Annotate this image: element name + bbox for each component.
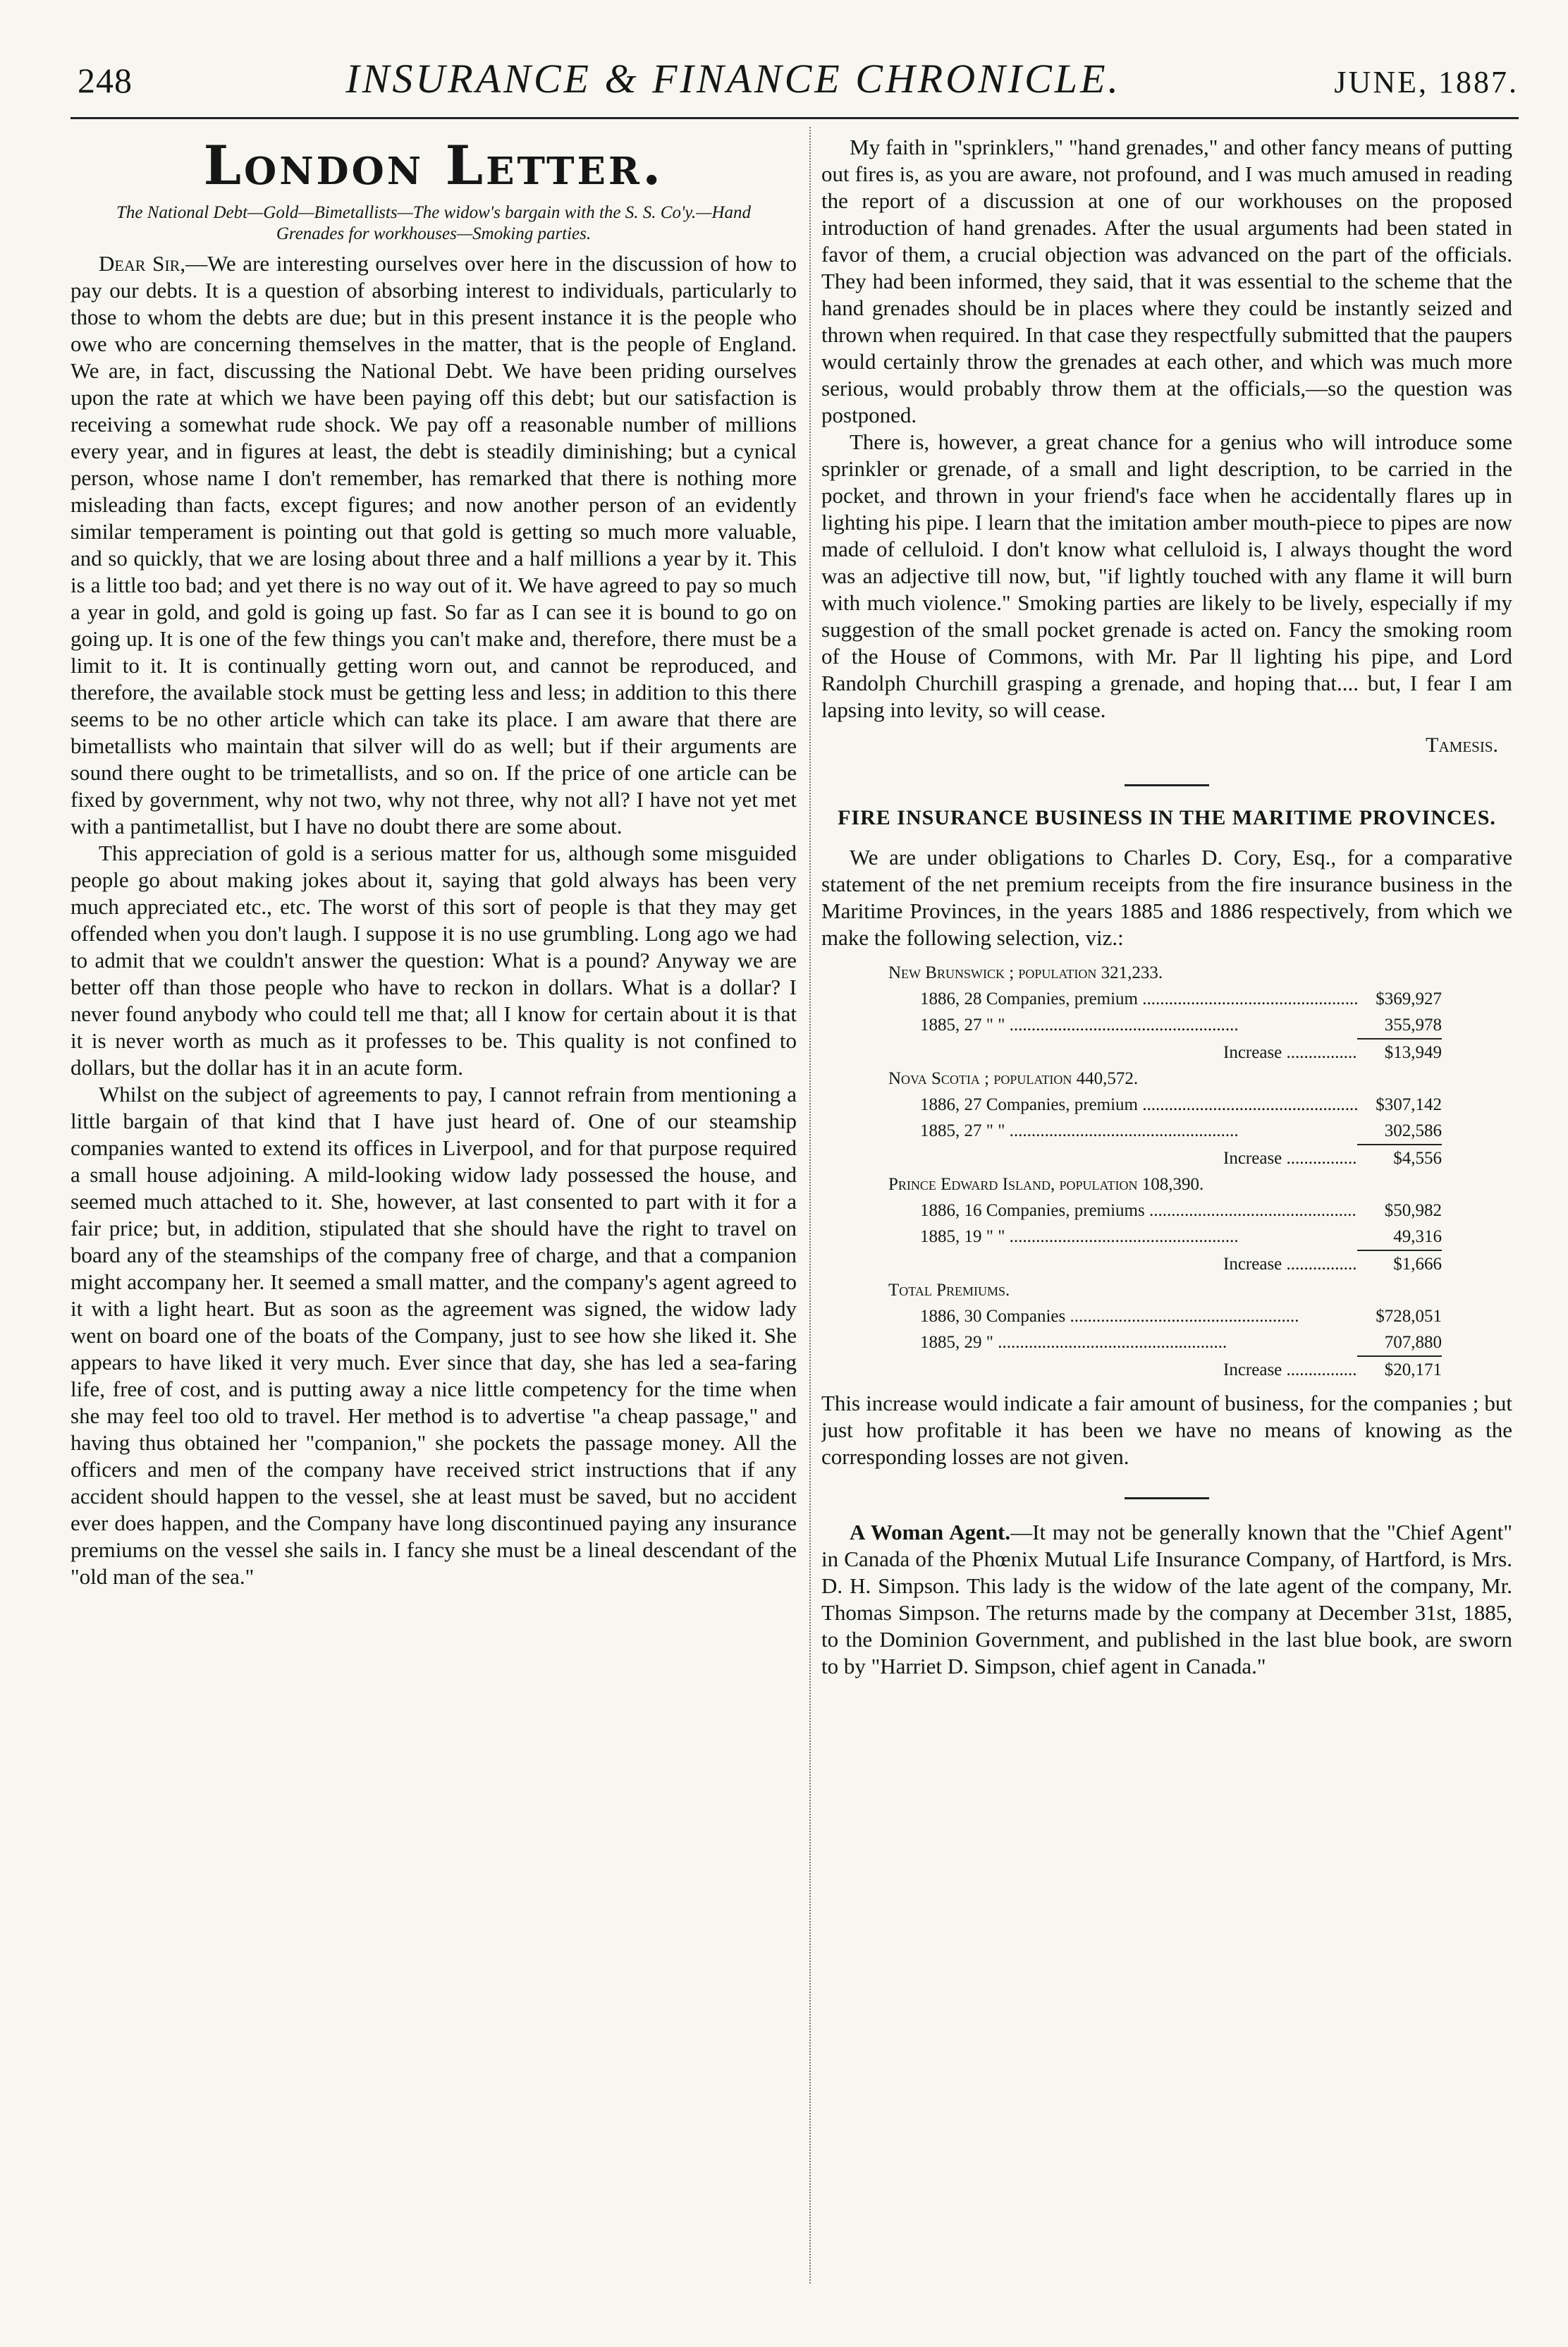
table-row (821, 1303, 1442, 1329)
increase-value: $1,666 (1393, 1255, 1442, 1274)
increase-value: $4,556 (1393, 1149, 1442, 1168)
right-column (821, 134, 1512, 2305)
table-row (821, 1012, 1442, 1040)
article-subtitle: The National Debt—Gold—Bimetallists—The widow's bargain with the S. S. Co'y.—Hand Grenades for workhouses—Smoking parties. (116, 203, 752, 243)
increase-row (920, 1251, 1442, 1277)
paragraph: There is, however, a great chance for a genius who will introduce some sprinkler or grenade, of a small and light description, to be carried in the pocket, and thrown in your friend's face when he accidentally flares up in lighting his pipe. I learn that the imitation amber mouth-piece to pipes are now made of celluloid. I don't know what celluloid is, I always thought the word was an adjective till now, but, "if lightly touched with any flame it will burn with much violence." Smoking parties are likely to be lively, especially if my suggestion of the small pocket grenade is acted on. Fancy the smoking room of the House of Commons, with Mr. Par ll lighting his pipe, and Lord Randolph Churchill grasping a grenade, and hoping that.... but, I fear I am lapsing into levity, so will cease. (821, 429, 1512, 722)
table-row (821, 986, 1442, 1012)
increase-value: $20,171 (1384, 1360, 1442, 1379)
province-name: Prince Edward Island, population 108,390. (888, 1175, 1204, 1194)
masthead-title: INSURANCE & FINANCE CHRONICLE. (345, 56, 1121, 102)
article-heading-fire-insurance: FIRE INSURANCE BUSINESS IN THE MARITIME PROVINCES. (838, 806, 1496, 829)
paragraph: This appreciation of gold is a serious matter for us, although some misguided people go about making jokes about it, saying that gold always has been very much appreciated etc., etc. The worst of this sort of people is that they may get offended when you don't laugh. I suppose it is no use grumbling. Long ago we had to admit that we couldn't answer the question: What is a pound? Anyway we are better off than those people who have to reckon in dollars. What is a dollar? I never found anybody who could tell me that; all I know for certain about it is that it is never worth as much as it professes to be. This quality is not confined to dollars, but the dollar has it in an acute form. (71, 841, 797, 1080)
table-row (821, 1224, 1442, 1251)
salutation: Dear Sir, (99, 251, 186, 276)
premium-table (821, 960, 1512, 1383)
row-value: 707,880 (1357, 1329, 1442, 1357)
province-name: New Brunswick ; population 321,233. (888, 963, 1163, 982)
paragraph: This increase would indicate a fair amount of business, for the companies ; but just how profitable it has been we have no means of knowing as the corresponding losses are not given. (821, 1391, 1512, 1469)
section-divider (1125, 784, 1209, 786)
row-value: 355,978 (1357, 1012, 1442, 1040)
page-number: 248 (78, 61, 133, 100)
increase-label: Increase ..... (1223, 1251, 1357, 1277)
increase-row (920, 1040, 1442, 1066)
table-row (821, 1118, 1442, 1145)
paragraph-text: —We are interesting ourselves over here in the discussion of how to pay our debts. It is a question of absorbing interest to individuals, particularly to those to whom the debts are due; but in this present instance it is the people who owe who are concerning themselves in the matter, that is the people of England. We are, in fact, discussing the National Debt. We have been priding ourselves upon the rate at which we have been paying off this debt; but our satisfaction is receiving a somewhat rude shock. We pay off a reasonable number of millions every year, and in figures at least, the debt is steadily diminishing; but a cynical person, whose name I don't remember, has remarked that there is nothing more misleading than facts, except figures; and now another person of an evidently similar temperament is pointing out that gold is getting so much more valuable, and so quickly, that we are losing about three and a half millions a year by it. This is a little too bad; and yet there is no way out of it. We have agreed to pay so much a year in gold, and gold is going up fast. So far as I can see it is bound to go on going up. It is one of the few things you can't make and, therefore, there must be a limit to it. It is continually getting worn out, and cannot be reproduced, and therefore, the available stock must be getting less and less; in addition to this there seems to be no other article which can take its place. I am aware that there are bimetallists who maintain that silver will do as well; but if their arguments are sound there ought to be trimetallists, and so on. If the price of one article can be fixed by government, why not two, why not three, why not all? I have not yet met with a pantimetallist, but I have no doubt there are some about. (71, 251, 797, 839)
row-value: $369,927 (1376, 989, 1442, 1008)
increase-label: Increase ..... (1223, 1357, 1357, 1383)
signature: Tamesis. (1426, 733, 1498, 757)
table-row (821, 1197, 1442, 1224)
issue-date: JUNE, 1887. (1334, 65, 1519, 99)
row-label: 1886, 28 Companies, premium ..... (920, 986, 1357, 1012)
column-divider (809, 127, 811, 2284)
increase-row (920, 1145, 1442, 1171)
province-name: Nova Scotia ; population 440,572. (888, 1069, 1139, 1088)
increase-row (920, 1357, 1442, 1383)
province-name: Total Premiums. (888, 1281, 1010, 1300)
table-row (821, 1092, 1442, 1118)
article-heading-london-letter: London Letter. (203, 134, 664, 197)
row-value: 49,316 (1357, 1224, 1442, 1251)
row-value: $50,982 (1384, 1201, 1442, 1220)
increase-label: Increase ..... (1223, 1145, 1357, 1171)
row-label: 1886, 16 Companies, premiums ..... (920, 1197, 1357, 1224)
table-row (821, 1329, 1442, 1357)
article-heading-woman-agent: A Woman Agent. (850, 1520, 1011, 1544)
page-header (78, 55, 1519, 111)
row-label: 1886, 27 Companies, premium ..... (920, 1092, 1357, 1118)
paragraph (821, 1519, 1512, 1680)
section-divider (1125, 1497, 1209, 1499)
header-rule (71, 117, 1519, 119)
row-value: $728,051 (1376, 1307, 1442, 1326)
row-label: 1885, 19 " " ..... (920, 1224, 1357, 1251)
row-label: 1885, 27 " " ..... (920, 1118, 1357, 1145)
row-label: 1885, 29 " ..... (920, 1329, 1357, 1357)
increase-label: Increase ..... (1223, 1040, 1357, 1066)
paragraph: We are under obligations to Charles D. Cory, Esq., for a comparative statement of the net premium receipts from the fire insurance business in the Maritime Provinces, in the years 1885 and 1886 respectively, from which we make the following selection, viz.: (821, 845, 1512, 950)
paragraph: Whilst on the subject of agreements to pay, I cannot refrain from mentioning a little bargain of that kind that I have just heard of. One of our steamship companies wanted to extend its offices in Liverpool, and for that purpose required a small house adjoining. A mild-looking widow lady possessed the house, and seemed much attached to it. She, however, at last consented to part with it for a fair price; but, in addition, stipulated that she should have the right to travel on board any of the steamships of the company free of charge, and that a companion might accompany her. It seemed a small matter, and the company's agent agreed to it with a light heart. But as soon as the agreement was signed, the widow lady went on board one of the boats of the Company, just to see how she liked it. She appears to have liked it very much. Ever since that day, she has led a sea-faring life, free of cost, and is putting away a nice little competency for the time when she may feel too old to travel. Her method is to advertise "a cheap passage," and having thus obtained her "companion," she pockets the passage money. All the officers and men of the company have received strict instructions that if any accident should happen to the vessel, she at least must be saved, but no accident ever does happen, and the Company have long discontinued paying any insurance premiums on the vessel she sails in. I fancy she must be a lineal descendant of the "old man of the sea." (71, 1082, 797, 1589)
row-label: 1885, 27 " " ..... (920, 1012, 1357, 1040)
row-label: 1886, 30 Companies ..... (920, 1303, 1357, 1329)
paragraph: My faith in "sprinklers," "hand grenades," and other fancy means of putting out fires is, as you are aware, not profound, and I was much amused in reading the report of a discussion at one of our workhouses on the proposed introduction of hand grenades. After the usual arguments had been stated in favor of them, a crucial objection was advanced on the part of the officials. They had been informed, they said, that it was essential to the scheme that the hand grenades should be in places where they could be instantly seized and thrown when required. In that case they respectfully submitted that the paupers would certainly throw the grenades at each other, and which was much more serious, would probably throw them at the officials,—so the question was postponed. (821, 135, 1512, 427)
row-value: $307,142 (1376, 1095, 1442, 1114)
paragraph (71, 250, 797, 840)
increase-value: $13,949 (1384, 1043, 1442, 1062)
row-value: 302,586 (1357, 1118, 1442, 1145)
left-column (71, 134, 797, 2305)
paragraph-text: —It may not be generally known that the "Chief Agent" in Canada of the Phœnix Mutual Life Insurance Company, of Hartford, is Mrs. D. H. Simpson. This lady is the widow of the late agent of the company, Mr. Thomas Simpson. The returns made by the company at December 31st, 1885, to the Dominion Government, and published in the last blue book, are sworn to by "Harriet D. Simpson, chief agent in Canada." (821, 1520, 1512, 1678)
